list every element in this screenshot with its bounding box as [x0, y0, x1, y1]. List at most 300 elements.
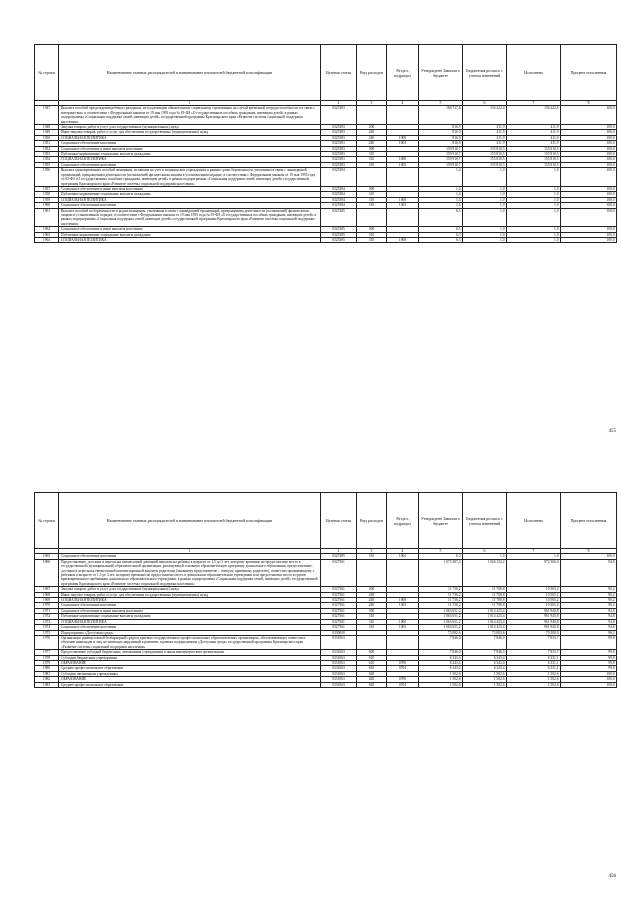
table-cell: 0325383	[321, 146, 357, 151]
table-cell: 300	[357, 608, 387, 613]
table-cell: 620	[357, 671, 387, 676]
table-cell: 1,0	[463, 554, 507, 559]
header-name: Наименование главных распорядителей и наименование показателей бюджетной классификации	[59, 493, 321, 549]
table-cell: 1,4	[419, 197, 463, 202]
table-cell: Социальное обеспечение и иные выплаты населению	[59, 146, 321, 151]
table-cell: 100,0	[561, 682, 617, 687]
table-cell: 0327561	[321, 598, 357, 603]
table-cell: 1956	[35, 168, 59, 187]
table-cell: Социальное обеспечение населения	[59, 603, 321, 608]
table-cell: Социальное обеспечение населения	[59, 203, 321, 208]
table-cell: 155 810,5	[463, 152, 507, 157]
header-expense-type: Вид расходов	[357, 45, 387, 101]
table-cell: 1958	[35, 192, 59, 197]
table-cell: 7 846,0	[463, 635, 507, 649]
table-cell: 6,3	[419, 237, 463, 242]
table-cell: 1000	[387, 598, 419, 603]
column-index-cell: 3	[357, 549, 387, 554]
table-cell: 1,0	[463, 232, 507, 237]
table-cell: Предоставление, доставка и пересылка ежемесячной денежной выплаты на ребенка в возрасте от 1,5 до 3 лет, которому временно не предоставлено место в государственной (муниципальной) образовательной организации, реализующей основную образовательную программу дошкольного образования, предоставление, доставка и пересылка ежемесячной компенсационной выплаты родителям (законному представителю – опекуну, приемному родителю), совместно проживающему с ребенком в возрасте от 1,5 до 3 лет, которому временно не предоставлено место в дошкольном образовательном учреждении или предоставлено место в группе кратковременного пребывания дошкольного образовательного учреждения, в рамках подпрограммы «Социальная поддержка семей, имеющих детей» государственной программы Красноярского края «Развитие системы социальной поддержки населения»	[59, 559, 321, 586]
table-cell: 1003	[387, 554, 419, 559]
table-cell: 155 810,5	[463, 146, 507, 151]
header-row-number: № строки	[35, 45, 59, 101]
table-cell: 1 502,6	[507, 677, 561, 682]
table-cell: ОБРАЗОВАНИЕ	[59, 660, 321, 665]
table-cell: 1949	[35, 130, 59, 135]
table-cell	[387, 559, 419, 586]
table-cell: 100,0	[561, 125, 617, 130]
table-cell: 6 343,4	[463, 666, 507, 671]
table-cell: 1948	[35, 125, 59, 130]
table-cell: 411,9	[463, 125, 507, 130]
table-cell: 1952	[35, 146, 59, 151]
table-cell: 1975	[35, 630, 59, 635]
table-cell: 0325385	[321, 232, 357, 237]
header-budget-schedule: Бюджетная роспись с учетом изменений	[463, 45, 507, 101]
table-cell: 961 940,8	[507, 625, 561, 630]
table-row	[35, 168, 617, 187]
table-cell: 1003	[387, 603, 419, 608]
table-cell: 100,0	[561, 203, 617, 208]
table-row	[35, 682, 617, 687]
table-cell: СОЦИАЛЬНАЯ ПОЛИТИКА	[59, 598, 321, 603]
table-cell: 1,0	[507, 208, 561, 227]
table-cell: 816,9	[419, 135, 463, 140]
table-cell: 73 082,6	[463, 630, 507, 635]
table-cell: 1 502,6	[419, 671, 463, 676]
table-cell: 1003	[387, 625, 419, 630]
table-cell: 100,0	[561, 152, 617, 157]
table-cell: 0331063	[321, 655, 357, 660]
table-cell: 1,4	[419, 192, 463, 197]
table-cell: Закупка товаров, работ и услуг для государственных (муниципальных) нужд	[59, 125, 321, 130]
table-cell: 600	[357, 650, 387, 655]
table-cell: 0327561	[321, 619, 357, 624]
table-cell: 1967	[35, 587, 59, 592]
table-cell: 11 736,2	[419, 587, 463, 592]
table-cell: 0325383	[321, 135, 357, 140]
table-cell: 160 727,6	[419, 106, 463, 125]
table-cell: 6 331,1	[507, 660, 561, 665]
table-cell: 0325384	[321, 203, 357, 208]
table-cell: 610	[357, 666, 387, 671]
table-sheet-2	[34, 492, 616, 879]
table-cell: 1,0	[507, 554, 561, 559]
table-cell: 6 331,1	[507, 655, 561, 660]
table-cell: 0700	[387, 660, 419, 665]
table-cell: 90,2	[561, 603, 617, 608]
table-cell: 1961	[35, 208, 59, 227]
table-cell: 1964	[35, 237, 59, 242]
table-cell: 100,0	[561, 232, 617, 237]
table-cell: Публичные нормативные социальные выплаты гражданам	[59, 614, 321, 619]
table-cell: 6,3	[419, 554, 463, 559]
table-cell: 961 940,8	[507, 608, 561, 613]
table-cell: 1,0	[507, 186, 561, 191]
table-cell: 1983	[35, 682, 59, 687]
table-cell: 0325383	[321, 152, 357, 157]
table-cell: 411,9	[463, 130, 507, 135]
table-cell: 0331063	[321, 660, 357, 665]
table-cell: 90,2	[561, 587, 617, 592]
table-cell: ОБРАЗОВАНИЕ	[59, 677, 321, 682]
page-number: 456	[608, 874, 616, 879]
table-cell: Предоставление субсидий бюджетным, автономным учреждениям и иным некоммерческим организациям	[59, 650, 321, 655]
table-cell: 0325384	[321, 168, 357, 187]
table-cell: 310	[357, 614, 387, 619]
table-cell: Закупка товаров, работ и услуг для государственных (муниципальных) нужд	[59, 587, 321, 592]
table-cell: 240	[357, 592, 387, 597]
table-cell: 1000	[387, 157, 419, 162]
table-cell: 1 014 423,4	[463, 619, 507, 624]
table-cell: 411,9	[507, 125, 561, 130]
table-cell: 94,8	[561, 614, 617, 619]
table-cell: 411,9	[463, 141, 507, 146]
table-cell: 1947	[35, 106, 59, 125]
table-cell: 100,0	[561, 141, 617, 146]
header-percent: Процент исполнения	[561, 493, 617, 549]
table-cell: 1973	[35, 619, 59, 624]
table-cell: 100,0	[561, 135, 617, 140]
table-cell: 1965	[35, 554, 59, 559]
column-index-cell: 4	[387, 101, 419, 106]
table-cell: 411,9	[507, 130, 561, 135]
table-cell: Социальное обеспечение населения	[59, 141, 321, 146]
table-cell: 1 014 423,4	[463, 614, 507, 619]
table-cell: 100,0	[561, 130, 617, 135]
budget-table-1	[34, 44, 617, 243]
table-cell: 1 502,6	[463, 677, 507, 682]
table-cell: 1003	[387, 203, 419, 208]
table-cell: 0325384	[321, 186, 357, 191]
table-cell	[357, 208, 387, 227]
table-cell	[387, 106, 419, 125]
table-cell: 1966	[35, 559, 59, 586]
table-cell: 1,4	[419, 203, 463, 208]
table-cell: 310	[357, 625, 387, 630]
table-cell: 99,8	[561, 635, 617, 649]
table-cell: 0331063	[321, 671, 357, 676]
table-cell: 0331063	[321, 650, 357, 655]
table-cell: СОЦИАЛЬНАЯ ПОЛИТИКА	[59, 237, 321, 242]
table-cell: 816,9	[419, 130, 463, 135]
table-cell: 620	[357, 682, 387, 687]
table-cell: 240	[357, 130, 387, 135]
table-cell: 100,0	[561, 146, 617, 151]
table-cell: Выплата пособий при рождении ребенка гражданам, не подлежащим обязательному социальному страхованию на случай временной нетрудоспособности и в связи с материнством, в соответствии с Федеральным законом от 19 мая 1995 года № 81-ФЗ «О государственных пособиях гражданам, имеющим детей» в рамках подпрограммы «Социальная поддержка семей, имеющих детей» государственной программы Красноярского края «Развитие системы социальной поддержки населения»	[59, 106, 321, 125]
table-row	[35, 208, 617, 227]
table-cell: 100,0	[561, 168, 617, 187]
table-cell: 0325383	[321, 130, 357, 135]
table-cell: 11 736,2	[419, 598, 463, 603]
table-cell: 0327561	[321, 614, 357, 619]
table-cell: Социальное обеспечение населения	[59, 162, 321, 167]
table-cell: 6 343,4	[419, 655, 463, 660]
table-cell: 100,0	[561, 237, 617, 242]
table-cell: 100,0	[561, 208, 617, 227]
table-cell: 1,4	[419, 186, 463, 191]
table-cell: 1977	[35, 650, 59, 655]
column-index-cell: 2	[321, 101, 357, 106]
table-cell: 0327561	[321, 608, 357, 613]
column-index-cell: 8	[561, 549, 617, 554]
header-target-article: Целевая статья	[321, 493, 357, 549]
table-cell: 10 565,2	[507, 587, 561, 592]
table-cell: 0325384	[321, 197, 357, 202]
table-cell: 100,0	[561, 677, 617, 682]
column-index-cell: 7	[507, 101, 561, 106]
table-cell: 300	[357, 227, 387, 232]
table-cell: 0325385	[321, 208, 357, 227]
table-cell: 6 343,4	[463, 655, 507, 660]
table-cell: 1,0	[507, 237, 561, 242]
header-executed: Исполнено	[507, 493, 561, 549]
table-cell: 1000	[387, 197, 419, 202]
table-cell: 0325383	[321, 162, 357, 167]
table-cell: 1 014 423,4	[463, 608, 507, 613]
table-cell: Социальное обеспечение населения	[59, 554, 321, 559]
table-cell: 1000	[387, 619, 419, 624]
table-cell: 0325385	[321, 237, 357, 242]
table-cell: 99,8	[561, 650, 617, 655]
table-cell: 310	[357, 152, 387, 157]
table-cell: 6 331,1	[507, 666, 561, 671]
table-cell: 94,8	[561, 625, 617, 630]
header-approved: Утверждено Законом о бюджете	[419, 493, 463, 549]
table-cell: 1951	[35, 141, 59, 146]
table-cell: 411,9	[463, 135, 507, 140]
table-cell: 310	[357, 162, 387, 167]
table-cell: 1982	[35, 677, 59, 682]
table-cell: 156 222,4	[463, 106, 507, 125]
table-cell: 1000	[387, 237, 419, 242]
table-cell: 156 222,4	[507, 106, 561, 125]
header-row-number: № строки	[35, 493, 59, 549]
table-cell: Социальное обеспечение населения	[59, 625, 321, 630]
table-cell: 1 075 387,4	[419, 559, 463, 586]
table-cell: 94,8	[561, 619, 617, 624]
table-cell: 310	[357, 232, 387, 237]
table-cell: 0330000	[321, 630, 357, 635]
table-cell: 1979	[35, 660, 59, 665]
table-cell: 610	[357, 660, 387, 665]
table-cell: 70 300,0	[507, 630, 561, 635]
table-cell: СОЦИАЛЬНАЯ ПОЛИТИКА	[59, 197, 321, 202]
header-target-article: Целевая статья	[321, 45, 357, 101]
table-cell: 6,3	[419, 232, 463, 237]
table-cell: 1,4	[419, 168, 463, 187]
table-cell: 240	[357, 135, 387, 140]
table-cell: 1,0	[463, 192, 507, 197]
column-index-cell: 2	[321, 549, 357, 554]
table-cell: 99,8	[561, 660, 617, 665]
table-cell: 1968	[35, 592, 59, 597]
table-cell: Среднее профессиональное образование	[59, 666, 321, 671]
table-cell: 0331063	[321, 666, 357, 671]
table-cell: 0327561	[321, 592, 357, 597]
table-cell: 10 565,2	[507, 603, 561, 608]
table-cell: 100,0	[561, 671, 617, 676]
table-cell: 1953	[35, 152, 59, 157]
table-cell: 1 502,6	[419, 677, 463, 682]
table-cell: 1,0	[463, 227, 507, 232]
header-budget-schedule: Бюджетная роспись с учетом изменений	[463, 493, 507, 549]
table-cell: 0327561	[321, 559, 357, 586]
table-cell: Выплата единовременных пособий женщинам, вставшим на учет в медицинских учреждениях в ранние сроки беременности, уволенным в связи с ликвидацией организаций, прекращением деятельности (полномочий) физическими лицами в установленном порядке, в соответствии с Федеральным законом от 19 мая 1995 года № 81-ФЗ «О государственных пособиях гражданам, имеющим детей» в рамках подпрограммы «Социальная поддержка семей, имеющих детей» государственной программы Красноярского края «Развитие системы социальной поддержки населения»	[59, 168, 321, 187]
table-cell: 961 940,8	[507, 619, 561, 624]
table-cell: 0327561	[321, 587, 357, 592]
table-cell: 11 708,8	[463, 592, 507, 597]
table-cell: 7 846,0	[463, 650, 507, 655]
table-cell: 73 082,6	[419, 630, 463, 635]
table-cell: 240	[357, 603, 387, 608]
column-index-cell: 5	[419, 549, 463, 554]
table-cell: 155 810,5	[507, 162, 561, 167]
table-cell: Подпрограмма «Доступная среда»	[59, 630, 321, 635]
table-cell	[357, 559, 387, 586]
table-cell: 155 810,5	[507, 146, 561, 151]
table-cell	[357, 635, 387, 649]
header-name: Наименование главных распорядителей и наименование показателей бюджетной классификации	[59, 45, 321, 101]
table-cell: 1974	[35, 625, 59, 630]
table-cell: 0325385	[321, 554, 357, 559]
table-cell: Социальное обеспечение и иные выплаты населению	[59, 186, 321, 191]
table-cell: 1976	[35, 635, 59, 649]
table-cell: 1963	[35, 232, 59, 237]
table-body	[35, 554, 617, 688]
table-cell: 310	[357, 237, 387, 242]
table-cell: 310	[357, 157, 387, 162]
column-index-cell: 3	[357, 101, 387, 106]
table-cell: 1,0	[507, 197, 561, 202]
table-cell: 1 026 132,2	[463, 559, 507, 586]
table-cell: 99,8	[561, 666, 617, 671]
table-cell: Публичные нормативные социальные выплаты гражданам	[59, 192, 321, 197]
table-cell: 11 708,8	[463, 603, 507, 608]
table-cell: 100,0	[561, 157, 617, 162]
table-cell: 816,9	[419, 125, 463, 130]
table-cell: 620	[357, 677, 387, 682]
table-cell: 310	[357, 197, 387, 202]
table-cell: 0325383	[321, 125, 357, 130]
table-cell: 1969	[35, 598, 59, 603]
table-cell: 10 565,2	[507, 592, 561, 597]
table-cell: СОЦИАЛЬНАЯ ПОЛИТИКА	[59, 135, 321, 140]
table-cell: 7 846,0	[419, 635, 463, 649]
table-cell: 0325384	[321, 192, 357, 197]
column-index-cell: 7	[507, 549, 561, 554]
table-cell: 159 910,7	[419, 162, 463, 167]
table-cell: 1,0	[507, 227, 561, 232]
column-index-cell: 1	[59, 549, 321, 554]
table-cell: 7 833,7	[507, 635, 561, 649]
table-cell: 6 343,4	[419, 660, 463, 665]
table-cell: 200	[357, 125, 387, 130]
table-sheet-1	[34, 44, 616, 434]
column-index-cell: 1	[59, 101, 321, 106]
table-cell: Социальное обеспечение и иные выплаты населению	[59, 227, 321, 232]
table-cell: 0331063	[321, 635, 357, 649]
table-cell: 1981	[35, 671, 59, 676]
table-cell: 100,0	[561, 162, 617, 167]
table-row	[35, 237, 617, 242]
table-cell: 11 708,8	[463, 587, 507, 592]
table-row	[35, 635, 617, 649]
table-cell: 1,0	[463, 197, 507, 202]
header-percent: Процент исполнения	[561, 45, 617, 101]
table-cell: 0327561	[321, 603, 357, 608]
table-cell: 11 736,2	[419, 603, 463, 608]
table-cell: 1000	[387, 135, 419, 140]
column-index-cell: 6	[463, 101, 507, 106]
table-cell: 610	[357, 655, 387, 660]
table-cell: 200	[357, 587, 387, 592]
table-cell: 1954	[35, 157, 59, 162]
table-cell: 155 810,5	[463, 157, 507, 162]
table-cell: 816,9	[419, 141, 463, 146]
header-expense-type: Вид расходов	[357, 493, 387, 549]
table-body	[35, 106, 617, 243]
table-cell: Выплата пособий по беременности и родам женщинам, уволенным в связи с ликвидацией организаций, прекращением деятельности (полномочий) физическими лицами в установленном порядке, в соответствии с Федеральным законом от 19 мая 1995 года № 81-ФЗ «О государственных пособиях гражданам, имеющим детей» в рамках подпрограммы «Социальная поддержка семей, имеющих детей» государственной программы Красноярского края «Развитие системы социальной поддержки населения»	[59, 208, 321, 227]
table-cell: Субсидии бюджетным учреждениям	[59, 655, 321, 660]
table-cell: Организация универсальной безбарьерной среды в краевых государственных профессиональных образовательных организациях, обеспечивающих совместное обучение инвалидов и лиц, не имеющих нарушений в развитии, в рамках подпрограммы «Доступная среда» государственной программы Красноярского края «Развитие системы социальной поддержки населения»	[59, 635, 321, 649]
table-cell: 1 063 651,2	[419, 625, 463, 630]
table-cell: 310	[357, 619, 387, 624]
table-cell: 0327561	[321, 625, 357, 630]
table-cell: 155 810,5	[507, 157, 561, 162]
table-cell: Иные закупки товаров, работ и услуг для обеспечения государственных (муниципальных) нужд	[59, 592, 321, 597]
table-cell: 94,8	[561, 559, 617, 586]
table-cell: 300	[357, 146, 387, 151]
table-row	[35, 559, 617, 586]
table-cell: 1 502,6	[463, 682, 507, 687]
table-cell: 1 502,6	[507, 682, 561, 687]
table-cell: 1,0	[507, 203, 561, 208]
table-cell: 10 565,2	[507, 598, 561, 603]
table-cell: 0704	[387, 666, 419, 671]
table-cell	[387, 208, 419, 227]
table-cell: 1,0	[507, 232, 561, 237]
table-row	[35, 106, 617, 125]
column-index-cell: 5	[419, 101, 463, 106]
table-cell: 11 708,8	[463, 598, 507, 603]
table-cell: 1,0	[463, 208, 507, 227]
table-cell: 310	[357, 192, 387, 197]
table-cell: 159 910,7	[419, 157, 463, 162]
table-cell: 310	[357, 203, 387, 208]
table-cell: 972 506,0	[507, 559, 561, 586]
column-index-cell: 8	[561, 101, 617, 106]
header-section: Раздел, подраздел	[387, 45, 419, 101]
table-cell: 0325383	[321, 141, 357, 146]
page-number: 455	[608, 429, 616, 434]
table-cell: 6 343,4	[419, 666, 463, 671]
table-cell	[387, 635, 419, 649]
table-cell: 1980	[35, 666, 59, 671]
table-cell: 1970	[35, 603, 59, 608]
table-cell: 1,0	[463, 237, 507, 242]
table-cell: СОЦИАЛЬНАЯ ПОЛИТИКА	[59, 619, 321, 624]
table-cell: 1,0	[507, 168, 561, 187]
table-cell: 1957	[35, 186, 59, 191]
table-cell: 96,2	[561, 630, 617, 635]
table-cell: 1 063 651,2	[419, 619, 463, 624]
table-cell: 1 502,6	[507, 671, 561, 676]
table-cell: 6,3	[419, 227, 463, 232]
table-cell: 94,8	[561, 608, 617, 613]
table-cell	[357, 168, 387, 187]
table-cell: 1 502,6	[419, 682, 463, 687]
